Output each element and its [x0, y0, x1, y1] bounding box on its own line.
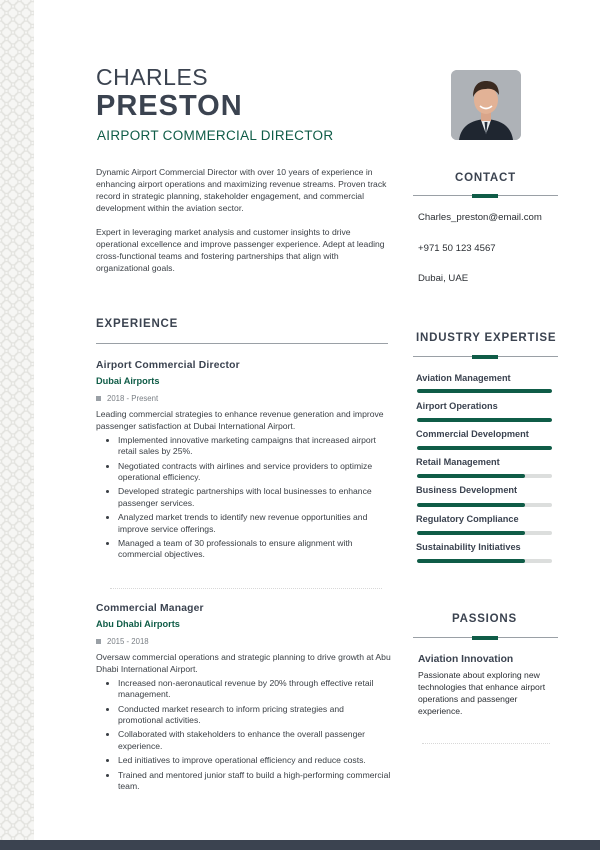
- contact-accent: [472, 194, 498, 198]
- experience-entry-2: [96, 603, 391, 795]
- list-item: • Negotiated contracts with airlines and service providers to optimize operational efficiency.: [118, 461, 391, 484]
- skill-label: Retail Management: [416, 457, 500, 467]
- skill-bar: [417, 531, 552, 535]
- contact-phone: +971 50 123 4567: [418, 243, 496, 254]
- summary-paragraph-2: Expert in leveraging market analysis and customer insights to drive operational excellence and improve passenger experience. Adept at leading cross-functional teams and fostering partnerships that align with organizational goals.: [96, 227, 385, 273]
- skill-bar-fill: [417, 474, 525, 478]
- job-dates-text: 2018 - Present: [107, 394, 159, 403]
- contact-heading: CONTACT: [455, 172, 516, 184]
- skill-label: Airport Operations: [416, 401, 498, 411]
- skill-bar: [417, 559, 552, 563]
- skill-bar-fill: [417, 446, 552, 450]
- skill-bar: [417, 474, 552, 478]
- job-company: Dubai Airports: [96, 376, 160, 386]
- skill-label: Business Development: [416, 485, 518, 495]
- job-role: Commercial Manager: [96, 603, 204, 614]
- job-dates: [96, 637, 391, 646]
- expertise-heading: INDUSTRY EXPERTISE: [416, 332, 557, 344]
- job-bullets: [96, 435, 391, 561]
- passion-separator: [422, 743, 550, 744]
- passions-heading: PASSIONS: [452, 613, 517, 625]
- list-item: • Led initiatives to improve operational efficiency and reduce costs.: [118, 755, 391, 766]
- side-pattern-decoration: [0, 0, 34, 850]
- skill-label: Regulatory Compliance: [416, 514, 519, 524]
- job-dates: [96, 394, 391, 403]
- skill-label: Sustainability Initiatives: [416, 542, 521, 552]
- list-item: • Managed a team of 30 professionals to ensure alignment with commercial objectives.: [118, 538, 391, 561]
- job-role: Airport Commercial Director: [96, 360, 240, 371]
- list-item: • Trained and mentored junior staff to build a high-performing commercial team.: [118, 770, 391, 793]
- passion-title: Aviation Innovation: [418, 654, 514, 665]
- skill-bar: [417, 418, 552, 422]
- last-name: PRESTON: [96, 90, 243, 122]
- skill-bar-fill: [417, 503, 525, 507]
- job-title: AIRPORT COMMERCIAL DIRECTOR: [97, 128, 334, 143]
- job-description: Oversaw commercial operations and strategic planning to drive growth at Abu Dhabi International Airport.: [96, 652, 391, 674]
- skill-label: Aviation Management: [416, 373, 511, 383]
- passion-description: Passionate about exploring new technologies that enhance airport operations and passenger experience.: [418, 670, 546, 716]
- skill-bar: [417, 446, 552, 450]
- skill-bar-fill: [417, 531, 525, 535]
- list-item: • Increased non-aeronautical revenue by 20% through effective retail management.: [118, 678, 391, 701]
- skill-bar: [417, 503, 552, 507]
- list-item: • Conducted market research to inform pricing strategies and promotional activities.: [118, 704, 391, 727]
- skill-bar-fill: [417, 559, 525, 563]
- skill-bar: [417, 389, 552, 393]
- job-bullets: [96, 678, 391, 793]
- passions-accent: [472, 636, 498, 640]
- job-description: Leading commercial strategies to enhance revenue generation and improve passenger satisfaction at Dubai International Airport.: [96, 409, 384, 431]
- job-company: Abu Dhabi Airports: [96, 619, 180, 629]
- entry-separator: [110, 588, 382, 589]
- skill-bar-fill: [417, 389, 552, 393]
- footer-bar: [0, 840, 600, 850]
- list-item: • Developed strategic partnerships with local businesses to enhance passenger services.: [118, 486, 391, 509]
- calendar-icon: [96, 396, 101, 401]
- calendar-icon: [96, 639, 101, 644]
- list-item: • Implemented innovative marketing campaigns that increased airport retail sales by 25%.: [118, 435, 391, 458]
- skill-bar-fill: [417, 418, 552, 422]
- first-name: CHARLES: [96, 64, 209, 90]
- contact-email: Charles_preston@email.com: [418, 212, 542, 223]
- contact-location: Dubai, UAE: [418, 273, 469, 284]
- summary-paragraph-1: Dynamic Airport Commercial Director with over 10 years of experience in enhancing airport operations and maximizing revenue streams. Proven track record in strategic planning, stakeholder engagement, and commercial development within the aviation sector.: [96, 167, 387, 213]
- experience-heading: EXPERIENCE: [96, 318, 179, 330]
- experience-divider: [96, 343, 388, 344]
- skill-label: Commercial Development: [416, 429, 529, 439]
- list-item: • Analyzed market trends to identify new revenue opportunities and improve service offerings.: [118, 512, 391, 535]
- profile-photo: [451, 70, 521, 140]
- experience-entry-1: [96, 360, 391, 564]
- job-dates-text: 2015 - 2018: [107, 637, 149, 646]
- expertise-accent: [472, 355, 498, 359]
- list-item: • Collaborated with stakeholders to enhance the overall passenger experience.: [118, 729, 391, 752]
